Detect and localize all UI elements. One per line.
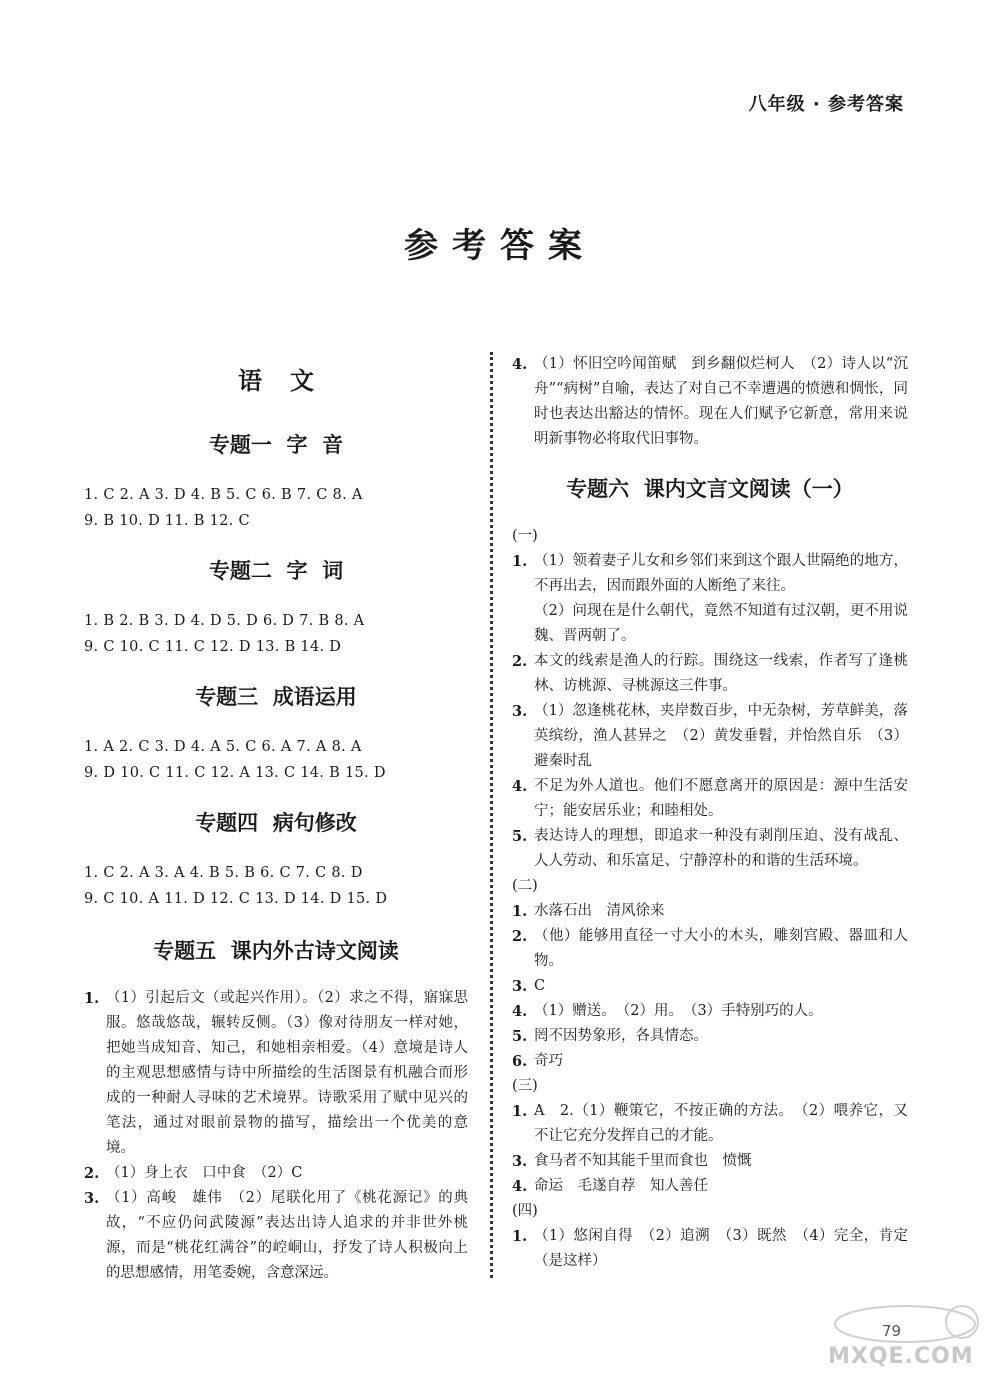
answer-item bbox=[512, 352, 908, 452]
answer-item bbox=[512, 824, 908, 874]
item-text: 水落石出 清风徐来 bbox=[534, 903, 665, 919]
answer-line: 1. A 2. C 3. D 4. A 5. C 6. A 7. A 8. A bbox=[84, 739, 362, 755]
answer-item bbox=[512, 974, 908, 999]
answer-item bbox=[84, 986, 468, 1161]
item-text: 命运 毛遂自荐 知人善任 bbox=[534, 1178, 708, 1194]
item-number: 1. bbox=[512, 903, 528, 920]
watermark-logo bbox=[820, 1300, 990, 1376]
topic-title-3: 专题三 成语运用 bbox=[195, 685, 357, 709]
item-text: （1）悠闲自得 （2）追溯 （3）既然 （4）完全，肯定（是这样） bbox=[534, 1228, 908, 1269]
answer-line: 1. C 2. A 3. A 4. B 5. B 6. C 7. C 8. D bbox=[84, 865, 363, 881]
answer-line: 1. C 2. A 3. D 4. B 5. C 6. B 7. C 8. A bbox=[84, 487, 363, 503]
answer-item bbox=[84, 1186, 468, 1286]
item-text: C bbox=[534, 978, 546, 994]
section-mark: (一) bbox=[512, 528, 538, 544]
answer-item bbox=[512, 1149, 908, 1174]
item-text: （1）身上衣 口中食 （2）C bbox=[106, 1165, 303, 1181]
item-number: 1. bbox=[512, 1228, 528, 1245]
topic-title-6: 专题六 课内文言文阅读（一） bbox=[566, 477, 854, 501]
section-mark: (四) bbox=[512, 1203, 538, 1219]
answer-item bbox=[512, 999, 908, 1024]
item-number: 5. bbox=[512, 828, 528, 845]
answer-line: 1. B 2. B 3. D 4. D 5. D 6. D 7. B 8. A bbox=[84, 613, 365, 629]
topic-4-answers bbox=[84, 860, 468, 912]
answer-line: 9. B 10. D 11. B 12. C bbox=[84, 513, 250, 529]
answer-item bbox=[512, 699, 908, 774]
answer-item bbox=[84, 1161, 468, 1186]
page-number: 79 bbox=[882, 1322, 902, 1340]
answer-line: 9. D 10. C 11. C 12. A 13. C 14. B 15. D bbox=[84, 765, 386, 781]
item-number: 2. bbox=[512, 653, 528, 670]
item-text: 表达诗人的理想，即追求一种没有剥削压迫、没有战乱、人人劳动、和乐富足、宁静淳朴的和谐的生活环境。 bbox=[534, 828, 908, 869]
answer-item bbox=[512, 549, 908, 599]
topic-5-answers bbox=[84, 986, 468, 1286]
answer-item bbox=[512, 1024, 908, 1049]
right-column bbox=[512, 352, 908, 1274]
item-number: 5. bbox=[512, 1028, 528, 1045]
item-number bbox=[512, 599, 534, 649]
section-mark: (二) bbox=[512, 878, 538, 894]
item-number: 3. bbox=[512, 978, 528, 995]
watermark-seal-icon bbox=[820, 1300, 990, 1346]
column-divider bbox=[490, 352, 493, 1278]
item-text: A 2.（1）鞭策它，不按正确的方法。 （2）喂养它，又不让它充分发挥自己的才能。 bbox=[534, 1103, 908, 1144]
item-number: 1. bbox=[512, 1103, 528, 1120]
answer-item bbox=[512, 649, 908, 699]
answer-line: 9. C 10. A 11. D 12. C 13. D 14. D 15. D bbox=[84, 891, 388, 907]
answer-item bbox=[512, 899, 908, 924]
item-text: 罔不因势象形，各具情态。 bbox=[534, 1028, 708, 1044]
answer-item bbox=[512, 1049, 908, 1074]
topic-title-2: 专题二 字 词 bbox=[208, 559, 344, 583]
item-number: 1. bbox=[512, 553, 528, 570]
item-text: 奇巧 bbox=[534, 1053, 563, 1069]
item-number: 4. bbox=[512, 778, 528, 795]
answer-item bbox=[512, 774, 908, 824]
answer-item bbox=[512, 1174, 908, 1199]
answer-item bbox=[512, 1099, 908, 1149]
item-text: （1）高峻 雄伟 （2）尾联化用了《桃花源记》的典故，“不应仍问武陵源”表达出诗人追求的并非世外桃源，而是“桃花红满谷”的崆峒山，抒发了诗人积极向上的思想感情，用笔委婉，含意深远。 bbox=[106, 1190, 468, 1281]
item-text: （1）忽逢桃花林，夹岸数百步，中无杂树，芳草鲜美，落英缤纷，渔人甚异之 （2）黄发垂髫，并怡然自乐 （3）避秦时乱 bbox=[534, 703, 908, 769]
item-text: （他）能够用直径一寸大小的木头，雕刻宫殿、器皿和人物。 bbox=[534, 928, 908, 969]
item-number: 3. bbox=[84, 1190, 100, 1207]
answer-item bbox=[512, 924, 908, 974]
answer-item bbox=[512, 599, 908, 649]
item-text: （1）领着妻子儿女和乡邻们来到这个跟人世隔绝的地方，不再出去，因而跟外面的人断绝了来往。 bbox=[534, 553, 908, 594]
watermark-text: MXQE.COM bbox=[828, 1344, 974, 1369]
topic-1-answers bbox=[84, 482, 468, 534]
item-text: （1）赠送。 （2）用。 （3）手特别巧的人。 bbox=[534, 1003, 823, 1019]
item-text: （1）怀旧空吟闻笛赋 到乡翻似烂柯人 （2）诗人以“沉舟”“病树”自喻，表达了对自己不幸遭遇的愤懑和惆怅，同时也表达出豁达的情怀。现在人们赋予它新意，常用来说明新事物必将取代旧事物。 bbox=[534, 356, 908, 447]
header-label: 八年级 · 参考答案 bbox=[748, 94, 904, 115]
item-number: 4. bbox=[512, 356, 528, 373]
left-column bbox=[84, 356, 468, 1286]
topic-title-5: 专题五 课内外古诗文阅读 bbox=[153, 939, 399, 963]
item-text: 本文的线索是渔人的行踪。围绕这一线索，作者写了逢桃林、访桃源、寻桃源这三件事。 bbox=[534, 653, 908, 694]
item-number: 2. bbox=[84, 1165, 100, 1182]
item-text: （1）引起后文（或起兴作用）。（2）求之不得，寤寐思服。悠哉悠哉，辗转反侧。（3）像对待朋友一样对她，把她当成知音、知己，和她相亲相爱。（4）意境是诗人的主观思想感情与诗中所描绘的生活图景有机融合而形成的一种耐人寻味的艺术境界。诗歌采用了赋中见兴的笔法，通过对眼前景物的描写，描绘出一个优美的意境。 bbox=[106, 990, 468, 1156]
topic-3-answers bbox=[84, 734, 468, 786]
topic-title-1: 专题一 字 音 bbox=[208, 433, 344, 457]
item-number: 3. bbox=[512, 1153, 528, 1170]
answer-item bbox=[512, 1224, 908, 1274]
item-number: 4. bbox=[512, 1003, 528, 1020]
section-mark: (三) bbox=[512, 1078, 538, 1094]
item-text: 食马者不知其能千里而食也 愤慨 bbox=[534, 1153, 752, 1169]
item-number: 6. bbox=[512, 1053, 528, 1070]
page-title: 参考答案 bbox=[404, 226, 596, 266]
topic-title-4: 专题四 病句修改 bbox=[195, 811, 357, 835]
answer-line: 9. C 10. C 11. C 12. D 13. B 14. D bbox=[84, 639, 342, 655]
item-text: （2）问现在是什么朝代，竟然不知道有过汉朝，更不用说魏、晋两朝了。 bbox=[534, 603, 908, 644]
item-number: 2. bbox=[512, 928, 528, 945]
item-number: 1. bbox=[84, 990, 100, 1007]
item-number: 3. bbox=[512, 703, 528, 720]
topic-2-answers bbox=[84, 608, 468, 660]
subject-title: 语文 bbox=[238, 367, 342, 395]
item-text: 不足为外人道也。他们不愿意离开的原因是：源中生活安宁；能安居乐业；和睦相处。 bbox=[534, 778, 908, 819]
item-number: 4. bbox=[512, 1178, 528, 1195]
